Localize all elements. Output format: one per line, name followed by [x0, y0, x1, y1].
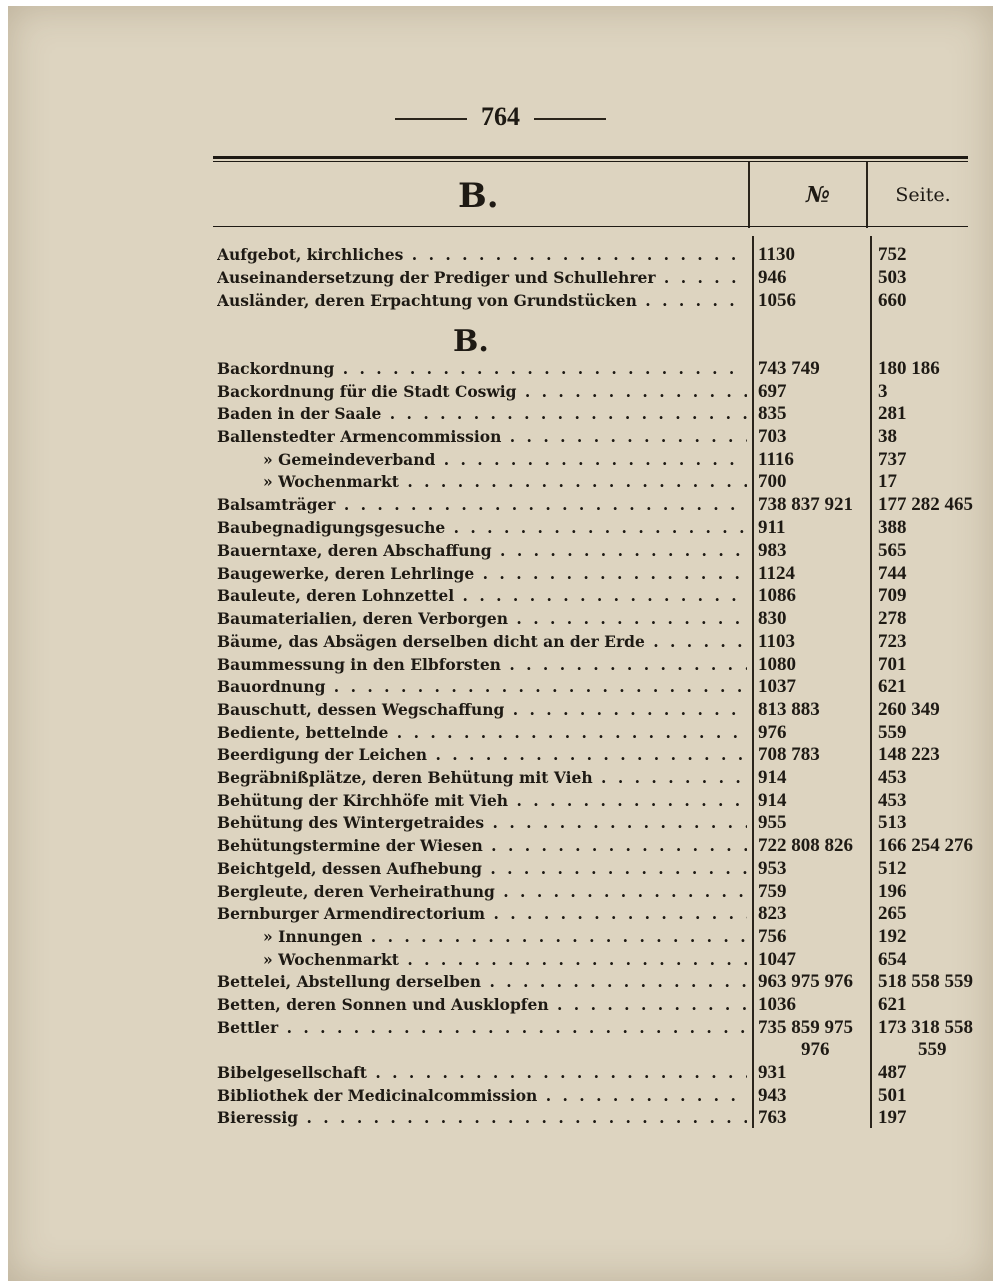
entry-numbers: 1047 [758, 949, 796, 970]
entry-numbers: 911 [758, 517, 786, 538]
entry-pages: 513 [878, 812, 907, 833]
entry-numbers: 722 808 826 [758, 835, 853, 856]
entry-label: Begräbnißplätze, deren Behütung mit Vieh . . . [217, 767, 747, 789]
entry-pages: 654 [878, 949, 907, 970]
entry-pages: 723 [878, 631, 907, 652]
entry-label: Bergleute, deren Verheirathung . . . [217, 881, 747, 903]
entry-pages: 487 [878, 1062, 907, 1083]
entry-pages: 177 282 465 [878, 494, 973, 515]
entry-numbers: 835 [758, 403, 787, 424]
entry-pages: 752 [878, 244, 907, 265]
entry-label: Backordnung . . . [217, 358, 747, 380]
entry-label: Baumaterialien, deren Verborgen . . . [217, 608, 747, 630]
entry-numbers: 763 [758, 1107, 787, 1128]
entry-pages: 559 [918, 1039, 947, 1060]
entry-pages: 709 [878, 585, 907, 606]
entry-label: Baubegnadigungsgesuche . . . [217, 517, 747, 539]
entry-numbers: 963 975 976 [758, 971, 853, 992]
entry-pages: 38 [878, 426, 897, 447]
entry-numbers: 1116 [758, 449, 794, 470]
entry-pages: 744 [878, 563, 907, 584]
entry-label: Bieressig . . . [217, 1107, 747, 1129]
header-rule-thin [213, 161, 968, 162]
header-letter: B. [458, 176, 499, 216]
entry-numbers: 914 [758, 767, 787, 788]
entry-pages: 278 [878, 608, 907, 629]
entry-numbers: 735 859 975 [758, 1017, 853, 1038]
entry-pages: 503 [878, 267, 907, 288]
entry-numbers: 955 [758, 812, 787, 833]
entry-label: Bibelgesellschaft . . . [217, 1062, 747, 1084]
header-rule-bottom [213, 226, 968, 227]
entry-label: » Wochenmarkt . . . [263, 949, 747, 971]
header-divider-1 [748, 162, 750, 228]
book-page [8, 6, 993, 1281]
entry-pages: 621 [878, 994, 907, 1015]
entry-pages: 196 [878, 881, 907, 902]
entry-label: Baugewerke, deren Lehrlinge . . . [217, 563, 747, 585]
entry-numbers: 813 883 [758, 699, 820, 720]
entry-label: Behütungstermine der Wiesen . . . [217, 835, 747, 857]
entry-numbers: 943 [758, 1085, 787, 1106]
entry-pages: 518 558 559 [878, 971, 973, 992]
entry-pages: 3 [878, 381, 888, 402]
entry-label: Behütung der Kirchhöfe mit Vieh . . . [217, 790, 747, 812]
entry-numbers: 931 [758, 1062, 787, 1083]
entry-label: Bibliothek der Medicinalcommission . . . [217, 1085, 747, 1107]
entry-numbers: 830 [758, 608, 787, 629]
entry-label: » Innungen . . . [263, 926, 747, 948]
entry-pages: 281 [878, 403, 907, 424]
entry-label: Bauleute, deren Lohnzettel . . . [217, 585, 747, 607]
entry-pages: 180 186 [878, 358, 940, 379]
entry-label: Bauschutt, dessen Wegschaffung . . . [217, 699, 747, 721]
entry-numbers: 1130 [758, 244, 795, 265]
entry-numbers: 697 [758, 381, 787, 402]
entry-pages: 265 [878, 903, 907, 924]
entry-numbers: 700 [758, 471, 787, 492]
header-number-column: № [806, 182, 830, 208]
entry-numbers: 738 837 921 [758, 494, 853, 515]
entry-label: Baden in der Saale . . . [217, 403, 747, 425]
entry-numbers: 976 [801, 1039, 830, 1060]
entry-numbers: 976 [758, 722, 787, 743]
entry-pages: 453 [878, 790, 907, 811]
entry-numbers: 1086 [758, 585, 796, 606]
entry-label: Balsamträger . . . [217, 494, 747, 516]
entry-numbers: 983 [758, 540, 787, 561]
column-divider-number [752, 236, 754, 1128]
entry-numbers: 823 [758, 903, 787, 924]
entry-pages: 192 [878, 926, 907, 947]
entry-pages: 701 [878, 654, 907, 675]
entry-numbers: 1124 [758, 563, 795, 584]
entry-label: » Wochenmarkt . . . [263, 471, 747, 493]
entry-label: Ballenstedter Armencommission . . . [217, 426, 747, 448]
entry-numbers: 1037 [758, 676, 796, 697]
entry-pages: 17 [878, 471, 897, 492]
entry-label: Baummessung in den Elbforsten . . . [217, 654, 747, 676]
entry-label: Beerdigung der Leichen . . . [217, 744, 747, 766]
entry-label: Behütung des Wintergetraides . . . [217, 812, 747, 834]
entry-label: Bediente, bettelnde . . . [217, 722, 747, 744]
entry-pages: 660 [878, 290, 907, 311]
entry-label: Bauerntaxe, deren Abschaffung . . . [217, 540, 747, 562]
entry-label: Bauordnung . . . [217, 676, 747, 698]
entry-numbers: 708 783 [758, 744, 820, 765]
entry-numbers: 914 [758, 790, 787, 811]
entry-numbers: 703 [758, 426, 787, 447]
entry-pages: 621 [878, 676, 907, 697]
section-letter: B. [453, 324, 489, 359]
entry-pages: 173 318 558 [878, 1017, 973, 1038]
entry-numbers: 1056 [758, 290, 796, 311]
entry-label: Backordnung für die Stadt Coswig . . . [217, 381, 747, 403]
entry-label: Bäume, das Absägen derselben dicht an der Erde . . . [217, 631, 747, 653]
entry-numbers: 759 [758, 881, 787, 902]
entry-pages: 559 [878, 722, 907, 743]
entry-pages: 737 [878, 449, 907, 470]
entry-pages: 565 [878, 540, 907, 561]
entry-numbers: 946 [758, 267, 787, 288]
entry-numbers: 953 [758, 858, 787, 879]
entry-pages: 148 223 [878, 744, 940, 765]
entry-numbers: 1080 [758, 654, 796, 675]
entry-label: Aufgebot, kirchliches . . . [217, 244, 747, 266]
entry-numbers: 1103 [758, 631, 795, 652]
entry-label: » Gemeindeverband . . . [263, 449, 747, 471]
entry-label: Bettelei, Abstellung derselben . . . [217, 971, 747, 993]
entry-pages: 260 349 [878, 699, 940, 720]
entry-pages: 388 [878, 517, 907, 538]
entry-label: Bettler . . . [217, 1017, 747, 1039]
entry-numbers: 756 [758, 926, 787, 947]
header-page-column: Seite. [895, 184, 951, 206]
entry-pages: 453 [878, 767, 907, 788]
page-number: 764 [8, 102, 993, 132]
entry-pages: 501 [878, 1085, 907, 1106]
entry-numbers: 743 749 [758, 358, 820, 379]
header-rule-thick [213, 156, 968, 159]
entry-label: Auseinandersetzung der Prediger und Schullehrer . . . [217, 267, 747, 289]
entry-pages: 512 [878, 858, 907, 879]
entry-numbers: 1036 [758, 994, 796, 1015]
entry-pages: 166 254 276 [878, 835, 973, 856]
entry-label: Beichtgeld, dessen Aufhebung . . . [217, 858, 747, 880]
entry-label: Bernburger Armendirectorium . . . [217, 903, 747, 925]
entry-pages: 197 [878, 1107, 907, 1128]
entry-label: Betten, deren Sonnen und Ausklopfen . . . [217, 994, 747, 1016]
entry-label: Ausländer, deren Erpachtung von Grundstücken . . . [217, 290, 747, 312]
